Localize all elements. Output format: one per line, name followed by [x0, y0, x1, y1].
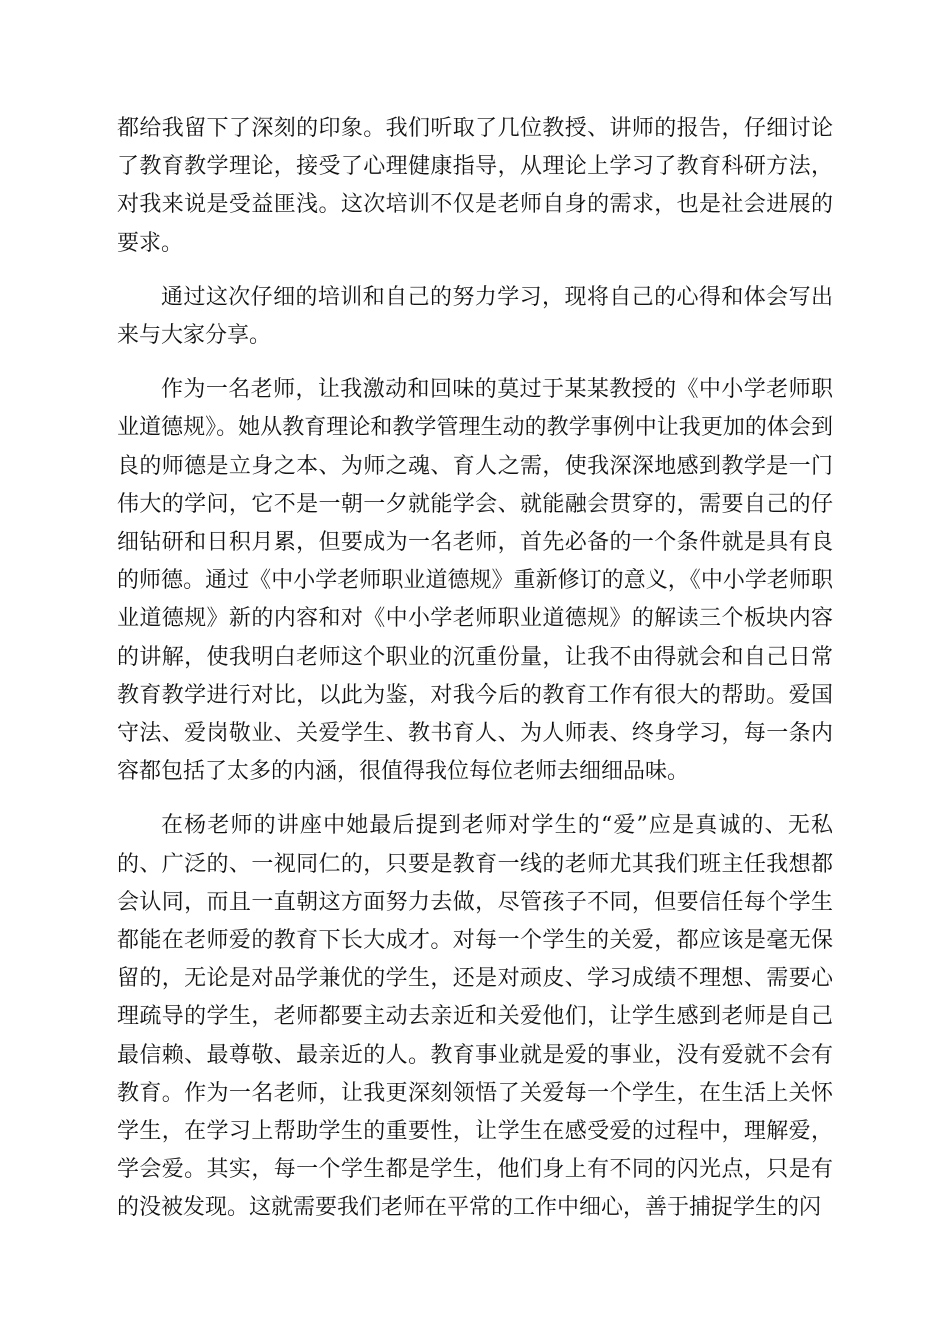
paragraph-love: 在杨老师的讲座中她最后提到老师对学生的“爱”应是真诚的、无私的、广泛的、一视同仁的，只要是教育一线的老师尤其我们班主任我想都会认同，而且一直朝这方面努力去做，尽管孩子不同，但要信任每个学生都能在老师爱的教育下长大成才。对每一个学生的关爱，都应该是毫无保留的，无论是对品学兼优的学生，还是对顽皮、学习成绩不理想、需要心理疏导的学生，老师都要主动去亲近和关爱他们，让学生感到老师是自己最信赖、最尊敬、最亲近的人。教育事业就是爱的事业，没有爱就不会有教育。作为一名老师，让我更深刻领悟了关爱每一个学生，在生活上关怀学生，在学习上帮助学生的重要性，让学生在感受爱的过程中，理解爱，学会爱。其实，每一个学生都是学生，他们身上有不同的闪光点，只是有的没被发现。这就需要我们老师在平常的工作中细心，善于捕捉学生的闪 [117, 813, 833, 1221]
paragraph-sharing: 通过这次仔细的培训和自己的努力学习，现将自己的心得和体会写出来与大家分享。 [117, 284, 833, 349]
paragraph-continuation: 都给我留下了深刻的印象。我们听取了几位教授、讲师的报告，仔细讨论了教育教学理论，接受了心理健康指导，从理论上学习了教育科研方法，对我来说是受益匪浅。这次培训不仅是老师自身的需求，也是社会进展的要求。 [117, 116, 833, 256]
document-body [117, 110, 833, 1244]
paragraph-ethics: 作为一名老师，让我激动和回味的莫过于某某教授的《中小学老师职业道德规》。她从教育理论和教学管理生动的教学事例中让我更加的体会到良的师德是立身之本、为师之魂、育人之需，使我深深地感到教学是一门伟大的学问，它不是一朝一夕就能学会、就能融会贯穿的，需要自己的仔细钻研和日积月累，但要成为一名老师，首先必备的一个条件就是具有良的师德。通过《中小学老师职业道德规》重新修订的意义，《中小学老师职业道德规》新的内容和对《中小学老师职业道德规》的解读三个板块内容的讲解，使我明白老师这个职业的沉重份量，让我不由得就会和自己日常教育教学进行对比，以此为鉴，对我今后的教育工作有很大的帮助。爱国守法、爱岗敬业、关爱学生、教书育人、为人师表、终身学习，每一条内容都包括了太多的内涵，很值得我位每位老师去细细品味。 [117, 377, 833, 785]
